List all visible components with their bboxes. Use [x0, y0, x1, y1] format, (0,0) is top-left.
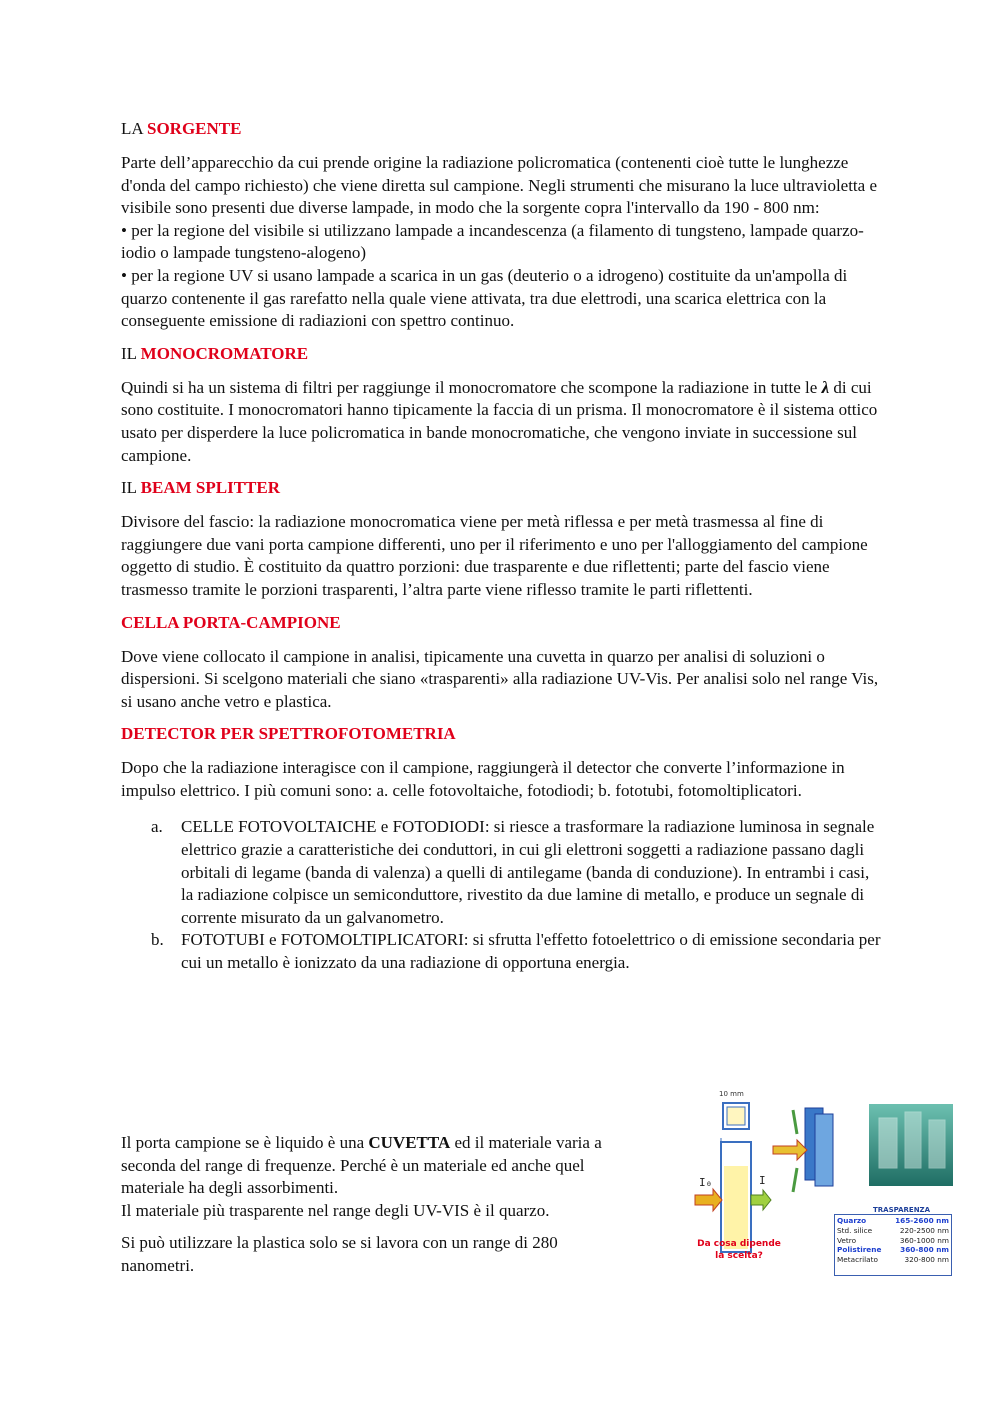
paragraph: Divisore del fascio: la radiazione monocromatica viene per metà riflessa e per metà trasmessa al fine di raggiungere due vani porta campione differenti, uno per il riferimento e uno per l'alloggiamento del campione oggetto di studio. È costituito da quattro porzioni: due trasparente e due riflettenti; parte del fascio viene trasmesso tramite le porzioni trasparenti, l’altra parte viene riflesso tramite le parti riflettenti.	[121, 512, 868, 599]
table-row: Vetro 360-1000 nm	[837, 1235, 949, 1245]
table-row: Std. silice 220-2500 nm	[837, 1225, 949, 1235]
lambda-symbol: λ	[821, 377, 830, 397]
i-label: I	[759, 1174, 766, 1187]
paragraph: Dopo che la radiazione interagisce con il campione, raggiungerà il detector che converte l’informazione in impulso elettrico. I più comuni sono: a. celle fotovoltaiche, fotodiodi; b. fototubi, fotomoltiplicatori.	[121, 758, 845, 800]
section-heading: IL MONOCROMATORE	[121, 343, 309, 363]
section-heading: LA SORGENTE	[121, 119, 242, 138]
section-heading: IL BEAM SPLITTER	[121, 478, 281, 498]
section-beam-splitter	[121, 477, 883, 601]
detector-list	[121, 816, 883, 974]
section-monocromatore	[121, 343, 883, 467]
paragraph: Parte dell’apparecchio da cui prende origine la radiazione policromatica (contenenti cioè tutte le lunghezze d'onda del campo richiesto) che viene diretta sul campione. Negli strumenti che misurano la luce ultravioletta e visibile sono presenti due diverse lampade, in modo che la sorgente copra l'intervallo da 190 - 800 nm: • per la regione del visibile si utilizzano lampade a incandescenza (a filamento di tungsteno, lampade quarzo- iodio o lampade tungsteno-alogeno) • per la regione UV si usano lampade a scarica in un gas (deuterio o a idrogeno) costituite da un'ampolla di quarzo contenente il gas rarefatto nella quale viene attivata, tra due elettrodi, una scarica elettrica con la conseguente emissione di radiazioni con spettro continuo.	[121, 153, 877, 331]
cuvetta-text	[121, 1132, 661, 1288]
transparency-table	[834, 1214, 952, 1276]
section-heading: CELLA PORTA-CAMPIONE	[121, 612, 341, 632]
i0-label: I₀	[699, 1176, 713, 1189]
section-cella	[121, 612, 883, 714]
table-row: Polistirene 360-800 nm	[837, 1245, 949, 1255]
section-heading: DETECTOR PER SPETTROFOTOMETRIA	[121, 724, 456, 744]
cuvette-figure	[693, 1088, 955, 1278]
document-body	[121, 118, 883, 985]
list-item: a. CELLE FOTOVOLTAICHE e FOTODIODI: si riesce a trasformare la radiazione luminosa in segnale elettrico grazie a caratteristiche dei conduttori, in cui gli elettroni soggetti a radiazione passano dagli orbitali di legame (banda di valenza) a quelli di antilegame (banda di conduzione). In entrambi i casi, la radiazione colpisce un semiconduttore, rivestito da due lamine di metallo, e produce un segnale di corrente misurato da un galvanometro.	[151, 817, 875, 927]
width-label: 10 mm	[719, 1090, 744, 1098]
list-item: b. FOTOTUBI e FOTOMOLTIPLICATORI: si sfrutta l'effetto fotoelettrico o di emissione secondaria per cui un metallo è ionizzato da una radiazione di opportuna energia.	[151, 930, 881, 973]
paragraph: Quindi si ha un sistema di filtri per raggiunge il monocromatore che scompone la radiazione in tutte le λ di cui sono costituite. I monocromatori hanno tipicamente la faccia di un prisma. Il monocromatore è il sistema ottico usato per disperdere la luce policromatica in bande monocromatiche, che vengono inviate in successione sul campione.	[121, 377, 878, 465]
table-row: Quarzo 165-2600 nm	[837, 1216, 949, 1225]
paragraph: Il porta campione se è liquido è una CUVETTA ed il materiale varia a seconda del range di frequenze. Perché è un materiale ed anche quel materiale ha degli assorbimenti. Il materiale più trasparente nel range degli UV-VIS è il quarzo.	[121, 1133, 602, 1220]
paragraph: Si può utilizzare la plastica solo se si lavora con un range di 280 nanometri.	[121, 1233, 558, 1275]
paragraph: Dove viene collocato il campione in analisi, tipicamente una cuvetta in quarzo per analisi di soluzioni o dispersioni. Si scelgono materiali che siano «trasparenti» alla radiazione UV-Vis. Per analisi solo nel range Vis, si usano anche vetro e plastica.	[121, 646, 879, 711]
question-label: Da cosa dipende la scelta?	[697, 1239, 781, 1261]
table-row: Metacrilato 320-800 nm	[837, 1255, 949, 1265]
table-title: TRASPARENZA	[873, 1206, 931, 1214]
section-detector	[121, 723, 883, 974]
section-sorgente	[121, 118, 883, 333]
